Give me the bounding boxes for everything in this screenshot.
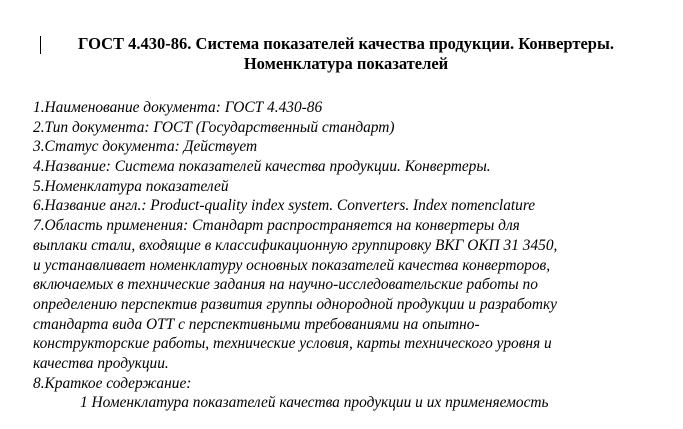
document-title [30,33,662,72]
scope-line: определению перспектив развития группы однородной продукции и разработку [33,295,557,313]
title-line: ГОСТ 4.430-86. Система показателей качества продукции. Конвертеры. [77,34,614,53]
scope-line: выплаки стали, входящие в классификационную группировку ВКГ ОКП 31 3450, [33,236,558,254]
doc-subtitle-line: 5.Номенклатура показателей [33,177,229,195]
scope-line: 7.Область применения: Стандарт распространяется на конвертеры для [33,217,520,235]
toc-item: 1 Номенклатура показателей качества продукции и их применяемость [80,394,549,412]
document-body [33,98,665,413]
doc-title-line: 4.Название: Система показателей качества продукции. Конвертеры. [33,158,491,176]
scope-line: включаемых в технические задания на научно-исследовательские работы по [33,276,538,294]
scope-line: и устанавливает номенклатуру основных показателей качества конверторов, [33,256,551,274]
scope-line: стандарта вида ОТТ с перспективными требованиями на опытно- [33,315,480,333]
scope-line: конструкторские работы, технические условия, карты технического уровня и [33,335,552,353]
doc-type-line: 2.Тип документа: ГОСТ (Государственный стандарт) [33,118,395,136]
doc-name-line: 1.Наименование документа: ГОСТ 4.430-86 [33,99,323,116]
summary-heading: 8.Краткое содержание: [33,374,192,392]
doc-english-title-line: 6.Название англ.: Product-quality index system. Converters. Index nomenclature [33,197,536,215]
title-line: Номенклатура показателей [243,53,449,73]
doc-status-line: 3.Статус документа: Действует [33,138,258,156]
scope-line: качества продукции. [33,354,169,372]
